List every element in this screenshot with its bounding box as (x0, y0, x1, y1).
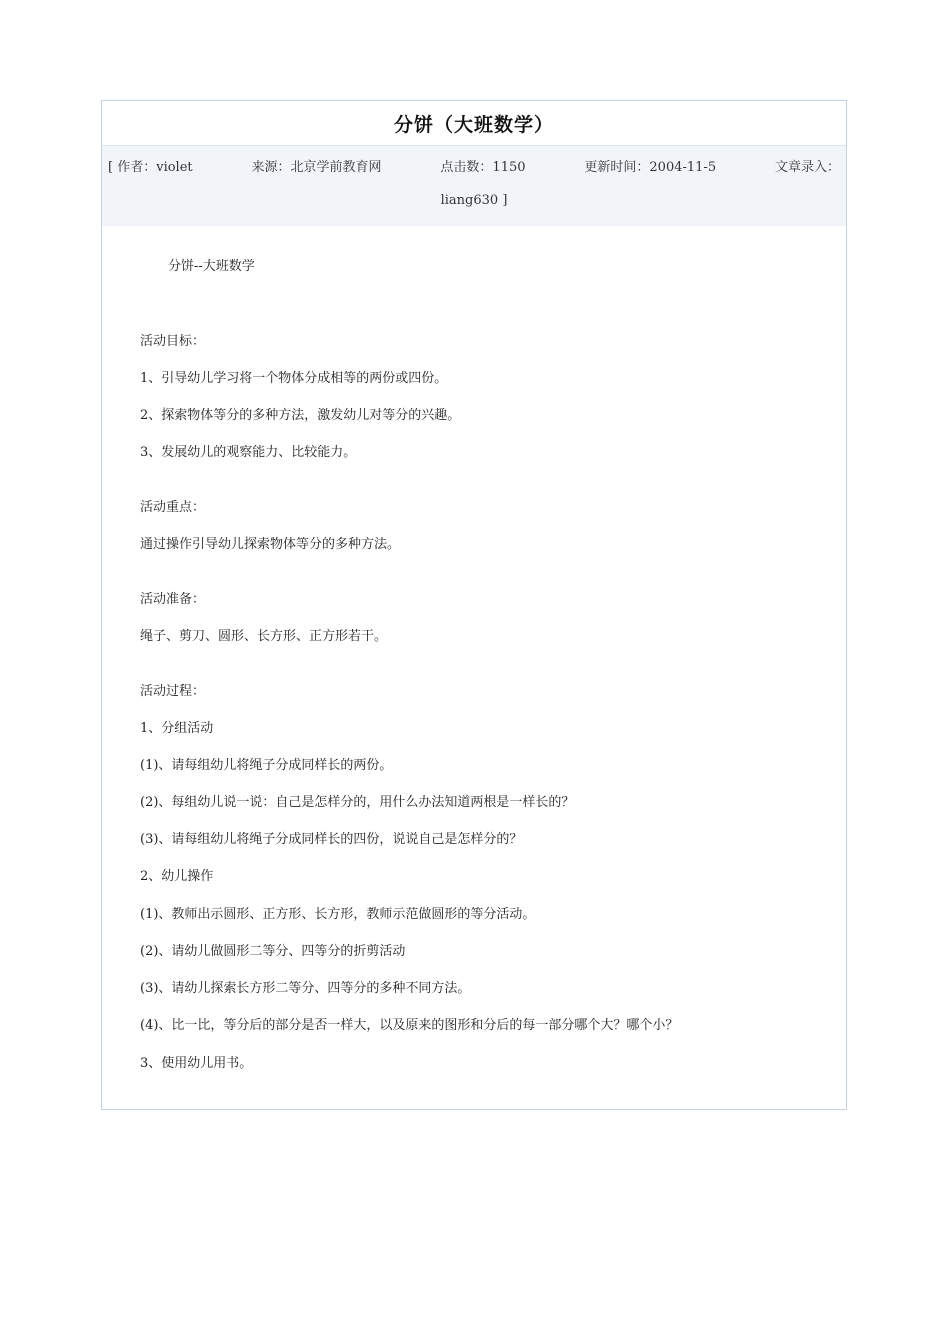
goal-item: 3、发展幼儿的观察能力、比较能力。 (140, 445, 357, 460)
goals-heading: 活动目标： (140, 334, 206, 349)
prep-text: 绳子、剪刀、圆形、长方形、正方形若干。 (140, 629, 388, 644)
prep-heading: 活动准备： (140, 592, 206, 607)
meta-author (108, 156, 193, 175)
meta-entry-user: liang630 ] (440, 193, 508, 208)
process-substep: (2)、请幼儿做圆形二等分、四等分的折剪活动 (140, 944, 406, 959)
meta-row (108, 156, 840, 175)
process-step: 2、幼儿操作 (140, 869, 214, 884)
goal-item: 2、探索物体等分的多种方法，激发幼儿对等分的兴趣。 (140, 408, 461, 423)
process-substep: (3)、请幼儿探索长方形二等分、四等分的多种不同方法。 (140, 981, 471, 996)
article-title: 分饼（大班数学） (393, 113, 554, 136)
title-bar (102, 101, 846, 146)
process-heading: 活动过程： (140, 684, 206, 699)
meta-open-bracket: [ (108, 160, 114, 175)
meta-updated: 更新时间：2004-11-5 (584, 160, 717, 175)
meta-source: 来源：北京学前教育网 (251, 160, 382, 175)
article-frame (101, 100, 847, 1110)
process-substep: (2)、每组幼儿说一说：自己是怎样分的，用什么办法知道两根是一样长的？ (140, 795, 575, 810)
process-substep: (3)、请每组幼儿将绳子分成同样长的四份，说说自己是怎样分的？ (140, 832, 523, 847)
process-step: 1、分组活动 (140, 721, 214, 736)
goal-item: 1、引导幼儿学习将一个物体分成相等的两份或四份。 (140, 371, 448, 386)
process-substep: (1)、教师出示圆形、正方形、长方形，教师示范做圆形的等分活动。 (140, 907, 536, 922)
process-substep: (1)、请每组幼儿将绳子分成同样长的两份。 (140, 758, 393, 773)
meta-author-text: 作者：violet (117, 160, 193, 175)
article-subtitle: 分饼--大班数学 (168, 259, 255, 274)
process-step: 3、使用幼儿用书。 (140, 1056, 253, 1071)
focus-text: 通过操作引导幼儿探索物体等分的多种方法。 (140, 537, 401, 552)
meta-hits: 点击数：1150 (440, 160, 526, 175)
meta-entry-label: 文章录入： (774, 160, 840, 175)
article-meta (102, 146, 846, 226)
process-substep: (4)、比一比，等分后的部分是否一样大，以及原来的图形和分后的每一部分哪个大？哪个小？ (140, 1018, 679, 1033)
focus-heading: 活动重点： (140, 500, 206, 515)
